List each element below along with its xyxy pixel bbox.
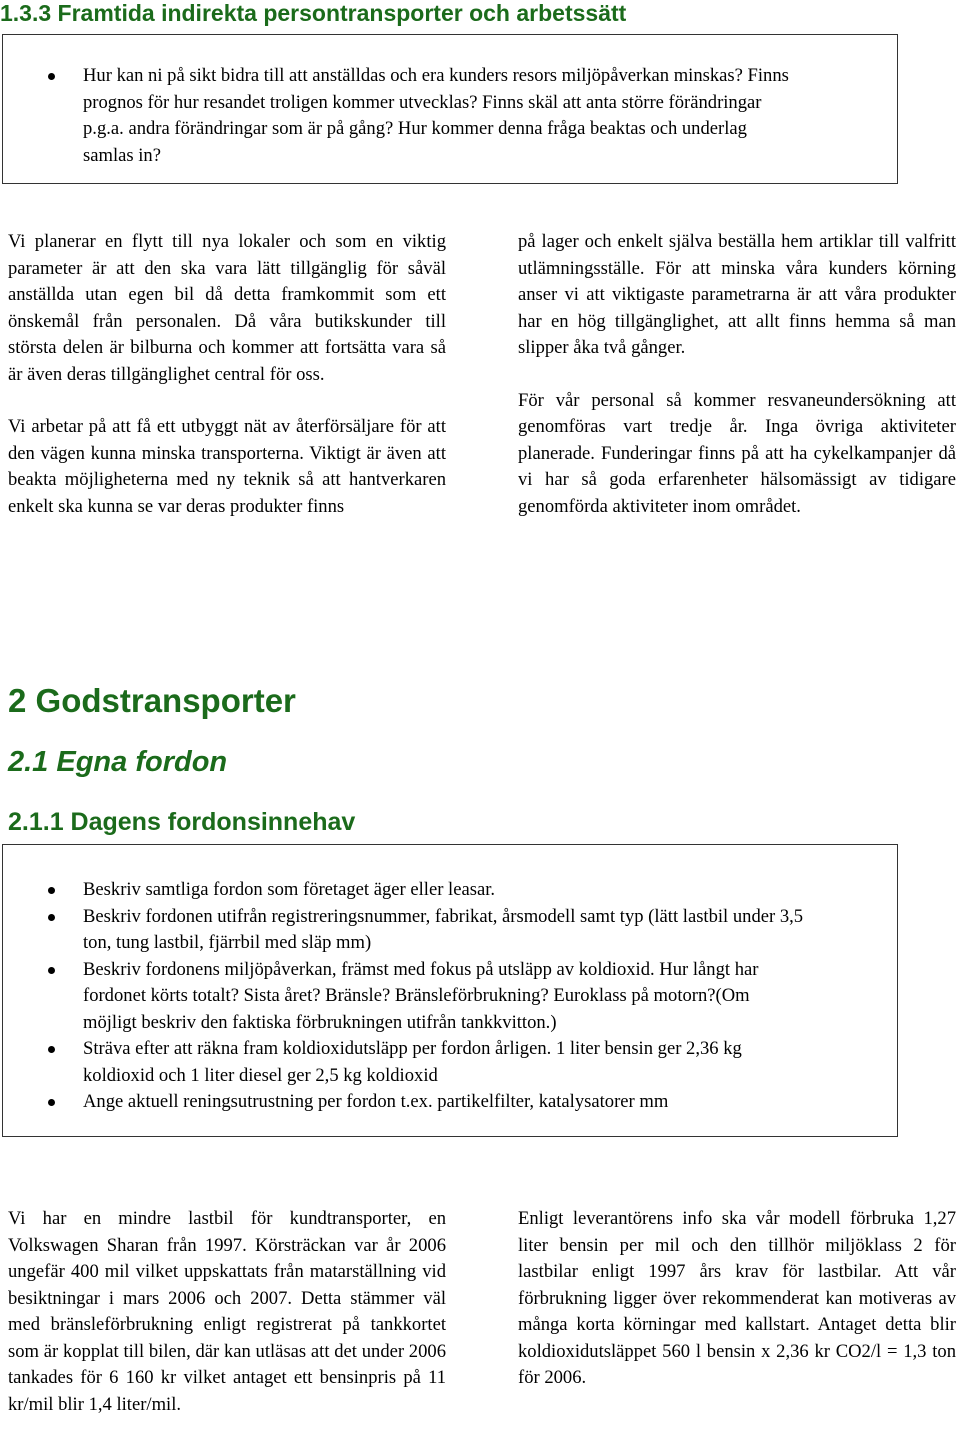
question-list — [3, 63, 877, 169]
question-item: Ange aktuell reningsutrustning per fordon t.ex. partikelfilter, katalysatorer mm — [3, 1089, 877, 1116]
paragraph: För vår personal så kommer resvaneundersökning att genomföras vart tredje år. Inga övriga aktiviteter planerade. Funderingar finns på att ha cykelkampanjer då vi har så goda erfarenheter hälsomässigt av tidigare genomförda aktiviteter inom området. — [518, 389, 956, 517]
question-item: Beskriv fordonen utifrån registreringsnummer, fabrikat, årsmodell samt typ (lätt lastbil under 3,5 ton, tung lastbil, fjärrbil med släp mm) — [3, 904, 877, 957]
question-box-2 — [2, 844, 898, 1137]
section-heading-1-3-3: 1.3.3 Framtida indirekta persontransporter och arbetssätt — [0, 0, 627, 26]
text-column-right-1 — [518, 229, 956, 520]
section-heading-2: 2 Godstransporter — [8, 682, 296, 719]
question-item: Beskriv samtliga fordon som företaget äger eller leasar. — [3, 877, 877, 904]
text-column-left-1 — [8, 229, 446, 520]
paragraph: Vi planerar en flytt till nya lokaler och som en viktig parameter är att den ska vara lätt tillgänglig för såväl anställda utan egen bil då detta framkommit som ett önskemål från personalen. Då våra butikskunder till största delen är bilburna och kommer att fortsätta vara så är även deras tillgänglighet central för oss. — [8, 231, 446, 385]
question-box-1 — [2, 34, 898, 184]
question-item: Hur kan ni på sikt bidra till att anställdas och era kunders resors miljöpåverkan minskas? Finns prognos för hur resandet troligen kommer utvecklas? Finns skäl att anta större förändringar p.g.a. andra förändringar som är på gång? Hur kommer denna fråga beaktas och underlag samlas in? — [3, 63, 877, 169]
text-column-left-2 — [8, 1206, 446, 1418]
paragraph: Vi har en mindre lastbil för kundtransporter, en Volkswagen Sharan från 1997. Körsträckan var år 2006 ungefär 400 mil vilket uppskattats från matarställning vid besiktningar i mars 2006 och 2007. Detta stämmer väl med bränsleförbrukning enligt registrerat på tankkortet som är kopplat till bilen, där kan utläsas att det under 2006 tankades för 6 160 kr vilket antaget ett bensinpris på 11 kr/mil blir 1,4 liter/mil. — [8, 1208, 446, 1415]
text-column-right-2 — [518, 1206, 956, 1392]
section-heading-2-1: 2.1 Egna fordon — [8, 746, 228, 778]
question-item: Beskriv fordonens miljöpåverkan, främst med fokus på utsläpp av koldioxid. Hur långt har fordonet körts totalt? Sista året? Bränsle? Bränsleförbrukning? Euroklass på motorn?(Om möjligt beskriv den faktiska förbrukningen utifrån tankkvitton.) — [3, 957, 877, 1037]
paragraph: Vi arbetar på att få ett utbyggt nät av återförsäljare för att den vägen kunna minska transporterna. Viktigt är även att beakta möjligheterna med ny teknik så att hantverkaren enkelt ska kunna se var deras produkter finns — [8, 416, 446, 517]
question-item: Sträva efter att räkna fram koldioxidutsläpp per fordon årligen. 1 liter bensin ger 2,36 kg koldioxid och 1 liter diesel ger 2,5 kg koldioxid — [3, 1036, 877, 1089]
question-list — [3, 877, 877, 1116]
paragraph: Enligt leverantörens info ska vår modell förbruka 1,27 liter bensin per mil och den tillhör miljöklass 2 för lastbilar enligt 1997 års krav för lastbilar. Att vår förbrukning ligger över rekommenderat kan motiveras av många korta körningar med kallstart. Antaget detta blir koldioxidutsläppet 560 l bensin x 2,36 kr CO2/l = 1,3 ton för 2006. — [518, 1208, 956, 1388]
section-heading-2-1-1: 2.1.1 Dagens fordonsinnehav — [8, 808, 356, 836]
paragraph: på lager och enkelt själva beställa hem artiklar till valfritt utlämningsställe. För att minska våra kunders körning anser vi att viktigaste parametrarna är att våra produkter har en hög tillgänglighet, att allt finns hemma så man slipper åka två gånger. — [518, 231, 956, 358]
